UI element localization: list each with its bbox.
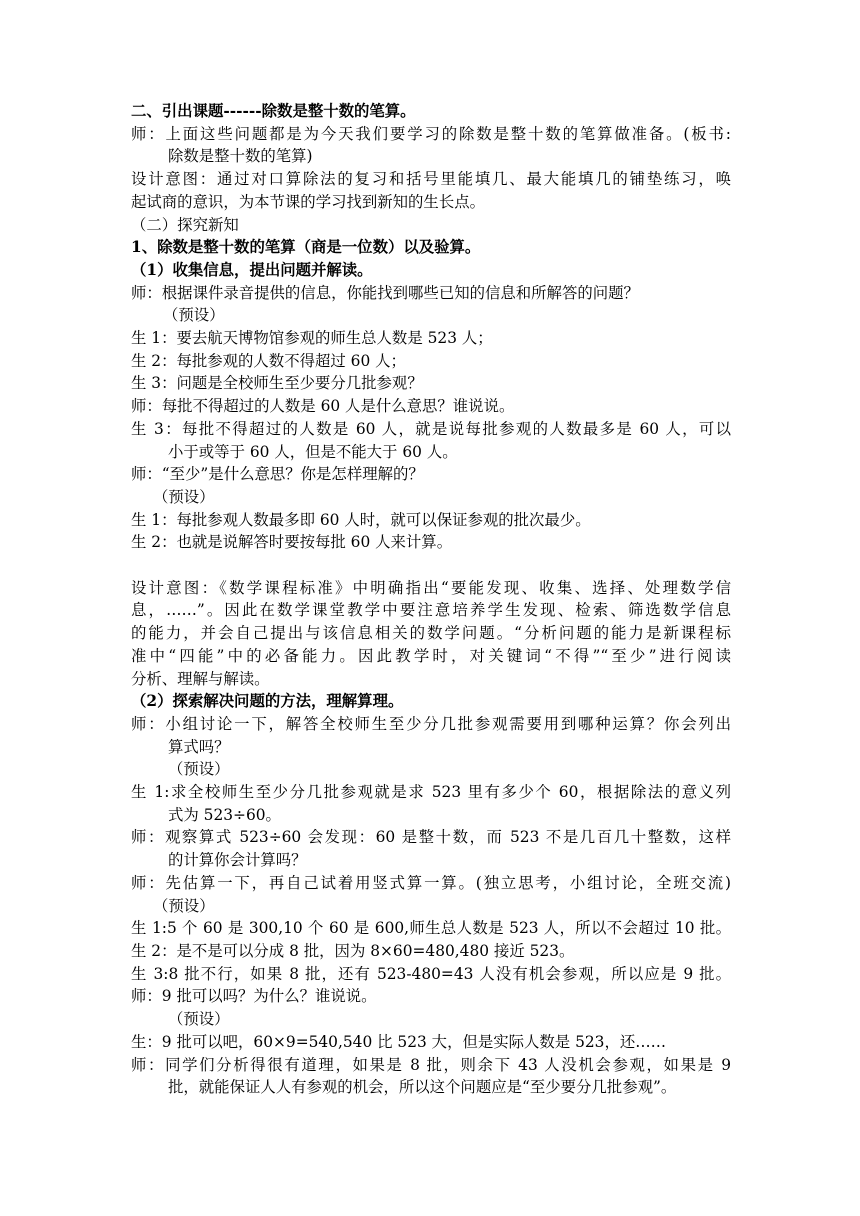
- student-line: 生 3：每批不得超过的人数是 60 人，就是说每批参观的人数最多是 60 人，可以: [131, 419, 731, 438]
- teacher-line-cont: 批，就能保证人人有参观的机会，所以这个问题应是“至少要分几批参观”。: [168, 1078, 677, 1097]
- design-intent-cont: 息，……”。因此在数学课堂教学中要注意培养学生发现、检索、筛选数学信息: [131, 601, 731, 620]
- teacher-line: 师：上面这些问题都是为今天我们要学习的除数是整十数的笔算做准备。(板书:: [131, 124, 731, 143]
- student-line: 生：9 批可以吧，60×9=540,540 比 523 大，但是实际人数是 523，还……: [131, 1032, 667, 1051]
- student-line: 生 1:5 个 60 是 300,10 个 60 是 600,师生总人数是 523 人，所以不会超过 10 批。: [131, 919, 731, 938]
- design-intent: 设计意图：《数学课程标准》中明确指出“要能发现、收集、选择、处理数学信: [131, 578, 731, 597]
- step-heading: （1）收集信息，提出问题并解读。: [131, 260, 373, 279]
- step-heading: （2）探索解决问题的方法，理解算理。: [131, 692, 404, 711]
- teacher-line: 师：先估算一下，再自己试着用竖式算一算。(独立思考，小组讨论，全班交流): [131, 873, 731, 892]
- student-line: 生 1：每批参观人数最多即 60 人时，就可以保证参观的批次最少。: [131, 510, 591, 529]
- design-intent-cont: 准中“四能”中的必备能力。因此教学时，对关键词“不得”“至少”进行阅读: [131, 646, 731, 665]
- blank-line: [131, 554, 731, 577]
- design-intent-cont: 的能力，并会自己提出与该信息相关的数学问题。“分析问题的能力是新课程标: [131, 624, 731, 643]
- subsection-heading: （二）探究新知: [131, 215, 239, 234]
- topic-heading: 1、除数是整十数的笔算（商是一位数）以及验算。: [131, 238, 481, 257]
- student-line: 生 1：要去航天博物馆参观的师生总人数是 523 人；: [131, 329, 493, 348]
- design-intent-cont: 分析、理解与解读。: [131, 669, 270, 688]
- student-line: 生 2：也就是说解答时要按每批 60 人来计算。: [131, 533, 453, 552]
- preset-label: （预设）: [153, 487, 215, 506]
- preset-label: （预设）: [153, 896, 215, 915]
- student-line: 生 1:求全校师生至少分几批参观就是求 523 里有多少个 60，根据除法的意义列: [131, 783, 731, 802]
- teacher-line: 师：小组讨论一下，解答全校师生至少分几批参观需要用到哪种运算？你会列出: [131, 714, 731, 733]
- teacher-line: 师：每批不得超过的人数是 60 人是什么意思？谁说说。: [131, 397, 515, 416]
- preset-label: （预设）: [168, 1010, 230, 1029]
- student-line-cont: 式为 523÷60。: [168, 805, 281, 824]
- student-line: 生 3：问题是全校师生至少要分几批参观？: [131, 374, 423, 393]
- teacher-line-cont: 除数是整十数的笔算): [168, 147, 313, 166]
- teacher-line-cont: 算式吗？: [168, 737, 230, 756]
- preset-label: （预设）: [163, 306, 225, 325]
- teacher-line: 师：9 批可以吗？为什么？谁说说。: [131, 987, 377, 1006]
- student-line: 生 3:8 批不行，如果 8 批，还有 523-480=43 人没有机会参观，所以应是 9 批。: [131, 964, 731, 983]
- student-line-cont: 小于或等于 60 人，但是不能大于 60 人。: [168, 442, 458, 461]
- student-line: 生 2：是不是可以分成 8 批，因为 8×60=480,480 接近 523。: [131, 942, 575, 960]
- design-intent-cont: 起试商的意识，为本节课的学习找到新知的生长点。: [131, 192, 485, 211]
- student-line: 生 2：每批参观的人数不得超过 60 人；: [131, 351, 406, 370]
- teacher-line-cont: 的计算你会计算吗？: [168, 851, 307, 870]
- lesson-text: [131, 100, 731, 1099]
- design-intent: 设计意图：通过对口算除法的复习和括号里能填几、最大能填几的铺垫练习，唤: [131, 170, 731, 189]
- teacher-line: 师：根据课件录音提供的信息，你能找到哪些已知的信息和所解答的问题？: [131, 283, 639, 302]
- teacher-line: 师：同学们分析得很有道理，如果是 8 批，则余下 43 人没机会参观，如果是 9: [131, 1055, 731, 1074]
- teacher-line: 师：观察算式 523÷60 会发现：60 是整十数，而 523 不是几百几十整数，这样: [131, 828, 731, 847]
- teacher-line: 师：“至少”是什么意思？你是怎样理解的？: [131, 465, 424, 484]
- section-heading: 二、引出课题------除数是整十数的笔算。: [131, 102, 416, 120]
- preset-label: （预设）: [168, 760, 230, 779]
